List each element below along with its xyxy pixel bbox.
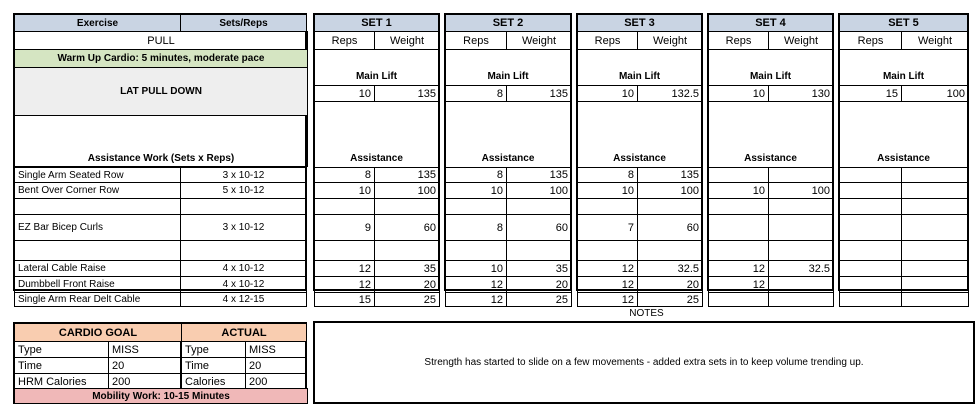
assist-weight-cell-text: 25 <box>423 293 436 306</box>
set-2-header-text: SET 2 <box>492 17 524 29</box>
assist-weight-cell-text: 35 <box>555 262 568 275</box>
actual-row-value[interactable] <box>245 357 307 374</box>
main-lift-reps[interactable] <box>708 85 769 102</box>
assist-reps-cell-text: 10 <box>752 184 765 197</box>
assist-reps-cell[interactable] <box>839 292 902 307</box>
set-3-block <box>576 13 703 306</box>
main-lift-reps-text: 15 <box>885 87 898 100</box>
main-lift-weight[interactable] <box>374 85 440 102</box>
assist-reps-cell[interactable] <box>445 167 507 183</box>
exercise-row-name <box>14 182 181 199</box>
assist-reps-cell[interactable] <box>708 240 769 261</box>
assistance-label: Assistance <box>613 153 666 164</box>
assist-weight-cell[interactable] <box>374 167 440 183</box>
exercise-row-sets <box>180 167 307 183</box>
exercise-row-sets <box>180 214 307 241</box>
main-lift-reps-text: 8 <box>496 87 503 100</box>
actual-title: ACTUAL <box>221 326 267 339</box>
assist-weight-cell[interactable] <box>768 198 834 215</box>
assist-weight-cell[interactable] <box>506 214 572 241</box>
exercise-row-name <box>14 214 181 241</box>
actual-row-label <box>181 357 246 374</box>
assist-reps-cell[interactable] <box>839 240 902 261</box>
main-lift-label: Main Lift <box>618 71 661 82</box>
sets-reps-header <box>180 14 307 32</box>
assist-weight-cell-text: 100 <box>549 184 568 197</box>
sets-reps-header-label: Sets/Reps <box>219 17 268 29</box>
actual-row-value[interactable] <box>245 341 307 358</box>
assist-reps-cell-text: 12 <box>358 278 371 291</box>
assist-weight-cell[interactable] <box>637 240 703 261</box>
cardio-goal-row-label <box>14 341 109 358</box>
main-lift-reps[interactable] <box>445 85 507 102</box>
set-1-block <box>313 13 440 306</box>
set-2-header <box>445 14 571 32</box>
main-lift-label: Main Lift <box>749 71 792 82</box>
weight-label <box>901 31 969 50</box>
weight-label <box>506 31 572 50</box>
assist-reps-cell[interactable] <box>839 182 902 199</box>
assist-reps-cell-text: 10 <box>490 262 503 275</box>
assist-reps-cell-text: 12 <box>752 278 765 291</box>
day-label <box>14 31 308 50</box>
exercise-name: Lateral Cable Raise <box>18 263 106 274</box>
set-4-header <box>708 14 833 32</box>
exercise-row-sets <box>180 198 307 215</box>
assist-reps-cell[interactable] <box>445 198 507 215</box>
assist-reps-cell[interactable] <box>839 260 902 277</box>
assist-weight-cell[interactable] <box>901 260 969 277</box>
exercise-name: Dumbbell Front Raise <box>18 279 115 290</box>
main-lift-name-text: LAT PULL DOWN <box>120 86 202 97</box>
assist-weight-cell-text: 60 <box>423 221 436 234</box>
exercise-row-name <box>14 198 181 215</box>
exercise-row-sets <box>180 182 307 199</box>
assist-weight-cell[interactable] <box>768 240 834 261</box>
assist-reps-cell-text: 10 <box>490 184 503 197</box>
assist-weight-cell-text: 20 <box>686 278 699 291</box>
main-lift-reps-text: 10 <box>621 87 634 100</box>
assistance-label: Assistance <box>877 153 930 164</box>
exercise-row-sets <box>180 240 307 261</box>
set-5-header-text: SET 5 <box>888 17 919 29</box>
assist-reps-cell-text: 12 <box>621 262 634 275</box>
exercise-panel <box>13 13 307 305</box>
assist-reps-cell[interactable] <box>839 214 902 241</box>
assist-weight-cell[interactable] <box>768 292 834 307</box>
assist-reps-cell[interactable] <box>839 276 902 293</box>
reps-label-text: Reps <box>725 34 752 47</box>
assist-weight-cell[interactable] <box>768 276 834 293</box>
assist-weight-cell-text: 100 <box>680 184 699 197</box>
assist-weight-cell-text: 32.5 <box>808 262 830 275</box>
assist-weight-cell[interactable] <box>506 198 572 215</box>
assist-reps-cell-text: 8 <box>496 169 503 181</box>
assist-weight-cell[interactable] <box>901 167 969 183</box>
assist-reps-cell[interactable] <box>708 167 769 183</box>
day-label-text: PULL <box>147 34 175 47</box>
main-lift-weight[interactable] <box>637 85 703 102</box>
assist-weight-cell-text: 135 <box>680 169 699 181</box>
exercise-row-name <box>14 276 181 293</box>
assist-reps-cell-text: 8 <box>627 169 634 181</box>
main-lift-label: Main Lift <box>355 71 398 82</box>
reps-label-text: Reps <box>857 34 884 47</box>
exercise-row-sets <box>180 292 307 307</box>
assist-weight-cell[interactable] <box>901 292 969 307</box>
exercise-row-name <box>14 260 181 277</box>
main-lift-reps[interactable] <box>577 85 638 102</box>
assist-weight-cell-text: 135 <box>549 169 568 181</box>
assist-reps-cell[interactable] <box>577 292 638 307</box>
exercise-name: Single Arm Rear Delt Cable <box>18 294 141 305</box>
assist-weight-cell-text: 100 <box>417 184 436 197</box>
assist-reps-cell-text: 8 <box>496 221 503 234</box>
main-lift-reps[interactable] <box>839 85 902 102</box>
assist-reps-cell-text: 12 <box>358 262 371 275</box>
assistance-title <box>14 115 308 167</box>
assist-weight-cell[interactable] <box>506 182 572 199</box>
main-lift-name <box>14 67 308 116</box>
assist-reps-cell[interactable] <box>708 198 769 215</box>
weight-label <box>374 31 440 50</box>
assist-weight-cell-text: 35 <box>423 262 436 275</box>
row-value-text: MISS <box>249 343 276 356</box>
main-lift-weight[interactable] <box>768 85 834 102</box>
exercise-sets-reps: 3 x 10-12 <box>222 222 265 233</box>
main-lift-weight-text: 135 <box>417 87 436 100</box>
set-3-header <box>577 14 702 32</box>
set-5-block <box>838 13 969 291</box>
weight-label-text: Weight <box>783 34 819 47</box>
reps-label <box>708 31 769 50</box>
assist-reps-cell[interactable] <box>314 260 375 277</box>
assist-reps-cell[interactable] <box>314 292 375 307</box>
assist-weight-cell-text: 60 <box>686 221 699 234</box>
assist-reps-cell[interactable] <box>708 214 769 241</box>
exercise-sets-reps: 3 x 10-12 <box>222 169 265 181</box>
reps-label-text: Reps <box>331 34 358 47</box>
exercise-sets-reps: 4 x 10-12 <box>222 263 265 274</box>
cardio-goal-row-label <box>14 357 109 374</box>
cardio-goal-row-value[interactable] <box>108 357 181 374</box>
assist-weight-cell-text: 20 <box>423 278 436 291</box>
exercise-sets-reps: 5 x 10-12 <box>222 185 265 196</box>
assist-weight-cell[interactable] <box>637 260 703 277</box>
assist-reps-cell[interactable] <box>445 182 507 199</box>
assist-weight-cell[interactable] <box>768 167 834 183</box>
exercise-sets-reps: 4 x 10-12 <box>222 279 265 290</box>
assist-weight-cell-text: 25 <box>686 293 699 306</box>
assist-reps-cell-text: 8 <box>364 169 371 181</box>
assist-reps-cell[interactable] <box>314 276 375 293</box>
assist-reps-cell-text: 7 <box>627 221 634 234</box>
assist-weight-cell[interactable] <box>506 276 572 293</box>
assist-weight-cell-text: 32.5 <box>677 262 699 275</box>
set-4-block <box>707 13 834 291</box>
set-5-header <box>839 14 968 32</box>
assist-weight-cell[interactable] <box>901 214 969 241</box>
weight-label-text: Weight <box>917 34 953 47</box>
assist-weight-cell[interactable] <box>637 198 703 215</box>
main-lift-label: Main Lift <box>487 71 529 82</box>
row-value-text: 200 <box>112 375 131 388</box>
main-lift-weight-text: 130 <box>811 87 830 100</box>
assist-reps-cell[interactable] <box>445 214 507 241</box>
exercise-name: Bent Over Corner Row <box>18 185 120 196</box>
main-lift-reps-text: 10 <box>752 87 765 100</box>
assist-reps-cell[interactable] <box>445 240 507 261</box>
set-4-header-text: SET 4 <box>755 17 786 29</box>
assistance-label: Assistance <box>350 153 403 164</box>
assist-weight-cell-text: 100 <box>811 184 830 197</box>
reps-label <box>445 31 507 50</box>
row-label-text: Time <box>185 359 210 372</box>
row-label-text: Type <box>185 343 209 356</box>
assist-reps-cell-text: 9 <box>364 221 371 234</box>
set-2-block <box>444 13 572 306</box>
assist-weight-cell[interactable] <box>506 240 572 261</box>
assist-reps-cell[interactable] <box>445 276 507 293</box>
assist-weight-cell[interactable] <box>374 214 440 241</box>
main-lift-reps-text: 10 <box>358 87 371 100</box>
assist-reps-cell[interactable] <box>708 182 769 199</box>
reps-label-text: Reps <box>463 34 489 47</box>
assist-weight-cell[interactable] <box>637 292 703 307</box>
assist-weight-cell[interactable] <box>374 198 440 215</box>
exercise-row-name <box>14 240 181 261</box>
row-value-text: 20 <box>249 359 262 372</box>
assist-weight-cell[interactable] <box>637 167 703 183</box>
exercise-name: Single Arm Seated Row <box>18 169 124 181</box>
assist-weight-cell[interactable] <box>374 240 440 261</box>
weight-label-text: Weight <box>521 34 557 47</box>
assist-reps-cell-text: 10 <box>358 184 371 197</box>
exercise-row-sets <box>180 260 307 277</box>
cardio-goal-title: CARDIO GOAL <box>58 326 138 339</box>
row-value-text: 20 <box>112 359 125 372</box>
assist-weight-cell-text: 60 <box>555 221 568 234</box>
main-lift-weight-text: 100 <box>946 87 965 100</box>
row-label-text: Time <box>18 359 43 372</box>
assist-reps-cell[interactable] <box>708 260 769 277</box>
assist-weight-cell[interactable] <box>768 182 834 199</box>
assist-reps-cell-text: 12 <box>752 262 765 275</box>
row-value-text: 200 <box>249 375 268 388</box>
assist-reps-cell[interactable] <box>314 240 375 261</box>
exercise-sets-reps: 4 x 12-15 <box>222 294 265 305</box>
weight-label <box>637 31 703 50</box>
exercise-row-sets <box>180 276 307 293</box>
exercise-header-label: Exercise <box>76 17 119 29</box>
cardio-panel <box>13 322 307 404</box>
row-label-text: Calories <box>185 375 226 388</box>
exercise-row-name <box>14 167 181 183</box>
exercise-header <box>14 14 181 32</box>
assist-reps-cell[interactable] <box>445 260 507 277</box>
assist-reps-cell[interactable] <box>577 240 638 261</box>
reps-label <box>577 31 638 50</box>
row-value-text: MISS <box>112 343 139 356</box>
weight-label <box>768 31 834 50</box>
assist-reps-cell-text: 15 <box>358 293 371 306</box>
reps-label-text: Reps <box>594 34 621 47</box>
assistance-title-text: Assistance Work (Sets x Reps) <box>87 153 235 164</box>
warmup-cardio <box>14 49 308 68</box>
assist-weight-cell[interactable] <box>768 214 834 241</box>
actual-row-label <box>181 341 246 358</box>
main-lift-label: Main Lift <box>882 71 925 82</box>
assist-weight-cell[interactable] <box>637 276 703 293</box>
assist-reps-cell[interactable] <box>577 214 638 241</box>
assist-reps-cell[interactable] <box>577 260 638 277</box>
assist-reps-cell[interactable] <box>708 292 769 307</box>
row-label-text: Type <box>18 343 42 356</box>
assistance-label: Assistance <box>744 153 797 164</box>
notes-title: NOTES <box>629 308 664 319</box>
assist-reps-cell[interactable] <box>445 292 507 307</box>
assist-weight-cell[interactable] <box>901 276 969 293</box>
assist-weight-cell[interactable] <box>506 260 572 277</box>
exercise-row-name <box>14 292 181 307</box>
assist-reps-cell[interactable] <box>577 167 638 183</box>
assist-weight-cell[interactable] <box>901 198 969 215</box>
warmup-cardio-text: Warm Up Cardio: 5 minutes, moderate pace <box>57 53 265 64</box>
main-lift-weight-text: 132.5 <box>671 87 699 100</box>
assist-weight-cell[interactable] <box>374 292 440 307</box>
main-lift-reps[interactable] <box>314 85 375 102</box>
assist-reps-cell-text: 12 <box>490 293 503 306</box>
reps-label <box>314 31 375 50</box>
assist-weight-cell[interactable] <box>506 167 572 183</box>
assist-weight-cell[interactable] <box>506 292 572 307</box>
set-3-header-text: SET 3 <box>624 17 655 29</box>
assistance-label: Assistance <box>481 153 535 164</box>
actual-header <box>181 323 307 342</box>
assist-reps-cell[interactable] <box>708 276 769 293</box>
assist-reps-cell[interactable] <box>839 167 902 183</box>
cardio-goal-row-value[interactable] <box>108 341 181 358</box>
assist-reps-cell[interactable] <box>314 167 375 183</box>
assist-weight-cell[interactable] <box>901 240 969 261</box>
main-lift-weight-text: 135 <box>549 87 568 100</box>
assist-weight-cell-text: 135 <box>417 169 436 181</box>
cardio-goal-header <box>14 323 182 342</box>
notes-text: Strength has started to slide on a few movements - added extra sets in to keep volume trending up. <box>424 357 864 368</box>
assist-weight-cell[interactable] <box>768 260 834 277</box>
main-lift-weight[interactable] <box>506 85 572 102</box>
assist-reps-cell[interactable] <box>839 198 902 215</box>
assist-reps-cell[interactable] <box>314 214 375 241</box>
assist-reps-cell-text: 12 <box>490 278 503 291</box>
notes-box[interactable] <box>313 321 975 404</box>
mobility-work <box>14 388 308 404</box>
weight-label-text: Weight <box>652 34 688 47</box>
main-lift-weight[interactable] <box>901 85 969 102</box>
assist-reps-cell-text: 12 <box>621 278 634 291</box>
assist-reps-cell[interactable] <box>314 198 375 215</box>
assist-weight-cell[interactable] <box>374 260 440 277</box>
exercise-name: EZ Bar Bicep Curls <box>18 222 104 233</box>
assist-weight-cell[interactable] <box>637 182 703 199</box>
weight-label-text: Weight <box>389 34 425 47</box>
assist-reps-cell-text: 12 <box>621 293 634 306</box>
assist-weight-cell[interactable] <box>374 276 440 293</box>
mobility-work-text: Mobility Work: 10-15 Minutes <box>92 390 230 402</box>
assist-reps-cell[interactable] <box>577 276 638 293</box>
set-1-header <box>314 14 439 32</box>
assist-reps-cell[interactable] <box>314 182 375 199</box>
row-label-text: HRM Calories <box>18 375 87 388</box>
assist-weight-cell[interactable] <box>374 182 440 199</box>
assist-weight-cell[interactable] <box>637 214 703 241</box>
set-1-header-text: SET 1 <box>361 17 392 29</box>
assist-weight-cell-text: 20 <box>555 278 568 291</box>
assist-weight-cell-text: 25 <box>555 293 568 306</box>
assist-reps-cell[interactable] <box>577 198 638 215</box>
assist-reps-cell-text: 10 <box>621 184 634 197</box>
reps-label <box>839 31 902 50</box>
assist-weight-cell[interactable] <box>901 182 969 199</box>
assist-reps-cell[interactable] <box>577 182 638 199</box>
